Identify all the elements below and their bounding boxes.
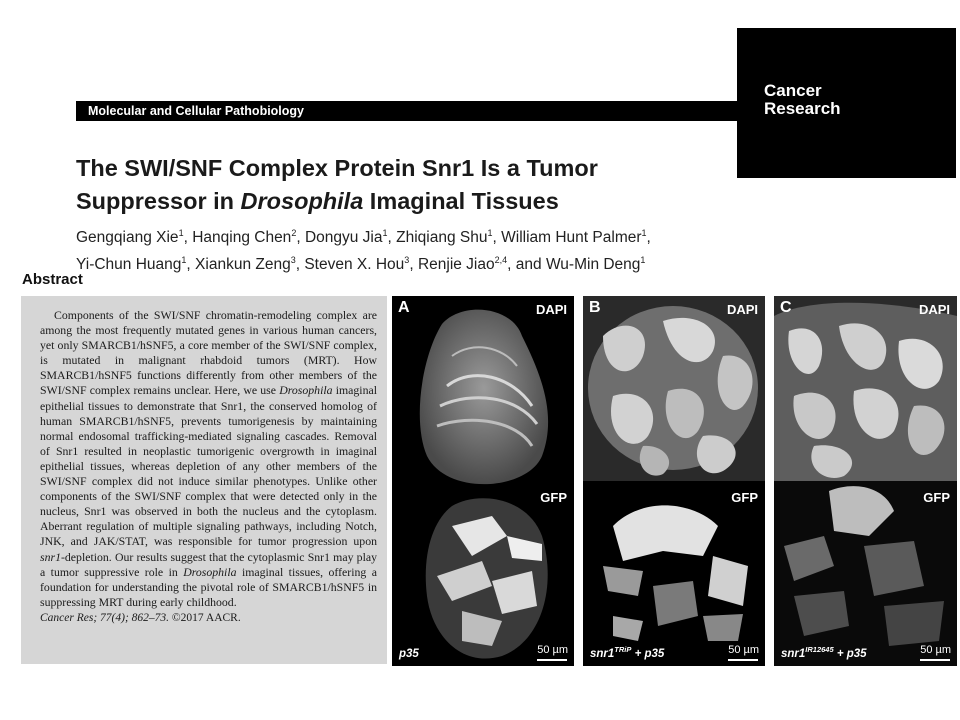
article-title [76,152,736,218]
dapi-label: DAPI [726,302,758,317]
genotype-label: p35 [399,648,419,660]
figure-panel-c [774,296,957,666]
title-part-2: Suppressor in [76,188,241,214]
gfp-label: GFP [731,490,758,505]
citation: Cancer Res; 77(4); 862–73. ©2017 AACR. [40,611,241,624]
panel-letter: B [589,299,601,316]
journal-logo-block [737,28,956,178]
author-conjunction: and [515,256,542,274]
author: Hanqing Chen$^2$ [192,228,297,247]
dapi-label: DAPI [535,302,567,317]
scale-label: 50 µm [920,644,951,656]
scale-label: 50 µm [537,644,568,656]
journal-name-line1: Cancer [764,81,822,100]
title-italic: Drosophila [240,188,364,214]
author-list: Gengqiang Xie$^1$, Hanqing Chen$^2$, Dongyu Jia$^1$, Zhiqiang Shu$^1$, William Hunt Palmer$^1$, Yi-Chun Huang$^1$, Xiankun Zeng$^3$, Steven X. Hou$^3$, Renjie Jiao$^{2,4}$, and Wu-Min Deng$^1$ [76,228,651,274]
author: Renjie Jiao$^{2,4}$ [417,255,508,274]
author: Zhiqiang Shu$^1$ [396,228,493,247]
abstract-box [21,296,387,664]
scale-bar [537,659,567,661]
genotype-label: $snr1^{IR12645} + p35$ [781,645,867,660]
abstract-heading: Abstract [22,271,83,288]
figure-panel-a [392,296,574,666]
author: Dongyu Jia$^1$ [304,228,388,247]
gfp-label: GFP [923,490,950,505]
scale-bar [920,659,950,661]
abstract-text: Components of the SWI/SNF chromatin-remodeling complex are among the most frequently mutated genes in various human cancers, yet only SMARCB1/hSNF5, a core member of the SWI/SNF complex, is mutated in malignant rhabdoid tumors (MRT). How SMARCB1/hSNF5 functions differently from other members of the SWI/SNF complex remains unclear. Here, we use Drosophila imaginal epithelial tissues to demonstrate that Snr1, the conserved homolog of human SMARCB1/hSNF5, prevents tumorigenesis by maintaining normal endosomal trafficking-mediated signaling cascades. Removal of Snr1 resulted in neoplastic tumorigenic overgrowth in imaginal epithelial tissues, whereas depletion of any other members of the SWI/SNF complex did not induce similar phenotypes. Unlike other components of the SWI/SNF complex that were detected only in the nucleus, Snr1 was observed in both the nucleus and the cytoplasm. Aberrant regulation of multiple signaling pathways, including Notch, JNK, and JAK/STAT, was responsible for tumor progression upon snr1-depletion. Our results suggest that the cytoplasmic Snr1 may play a tumor suppressive role in Drosophila imaginal tissues, offering a foundation for understanding the pivotal role of SMARCB1/hSNF5 in suppressing MRT during early childhood. [40,308,378,609]
author: Xiankun Zeng$^3$ [195,255,296,274]
scale-label: 50 µm [728,644,759,656]
author: Gengqiang Xie$^1$ [76,228,184,247]
scale-bar [728,659,758,661]
author: Steven X. Hou$^3$ [304,255,410,274]
author: Yi-Chun Huang$^1$ [76,255,187,274]
author: Wu-Min Deng$^1$ [545,255,646,274]
panel-b-micrograph [583,296,765,666]
title-part-1: The SWI/SNF Complex Protein Snr1 Is a Tumor [76,155,598,181]
panel-letter: A [398,299,410,316]
figure [392,296,957,666]
genotype-label: $snr1^{TRiP} + p35$ [590,645,665,660]
panel-a-micrograph [392,296,574,666]
dapi-label: DAPI [918,302,950,317]
gfp-label: GFP [540,490,567,505]
author: William Hunt Palmer$^1$ [501,228,647,247]
title-part-3: Imaginal Tissues [363,188,559,214]
figure-panel-b [583,296,765,666]
journal-name-line2: Research [764,99,841,118]
panel-letter: C [780,299,792,316]
section-bar [76,101,740,121]
panel-c-micrograph [774,296,957,666]
section-label: Molecular and Cellular Pathobiology [88,104,305,118]
